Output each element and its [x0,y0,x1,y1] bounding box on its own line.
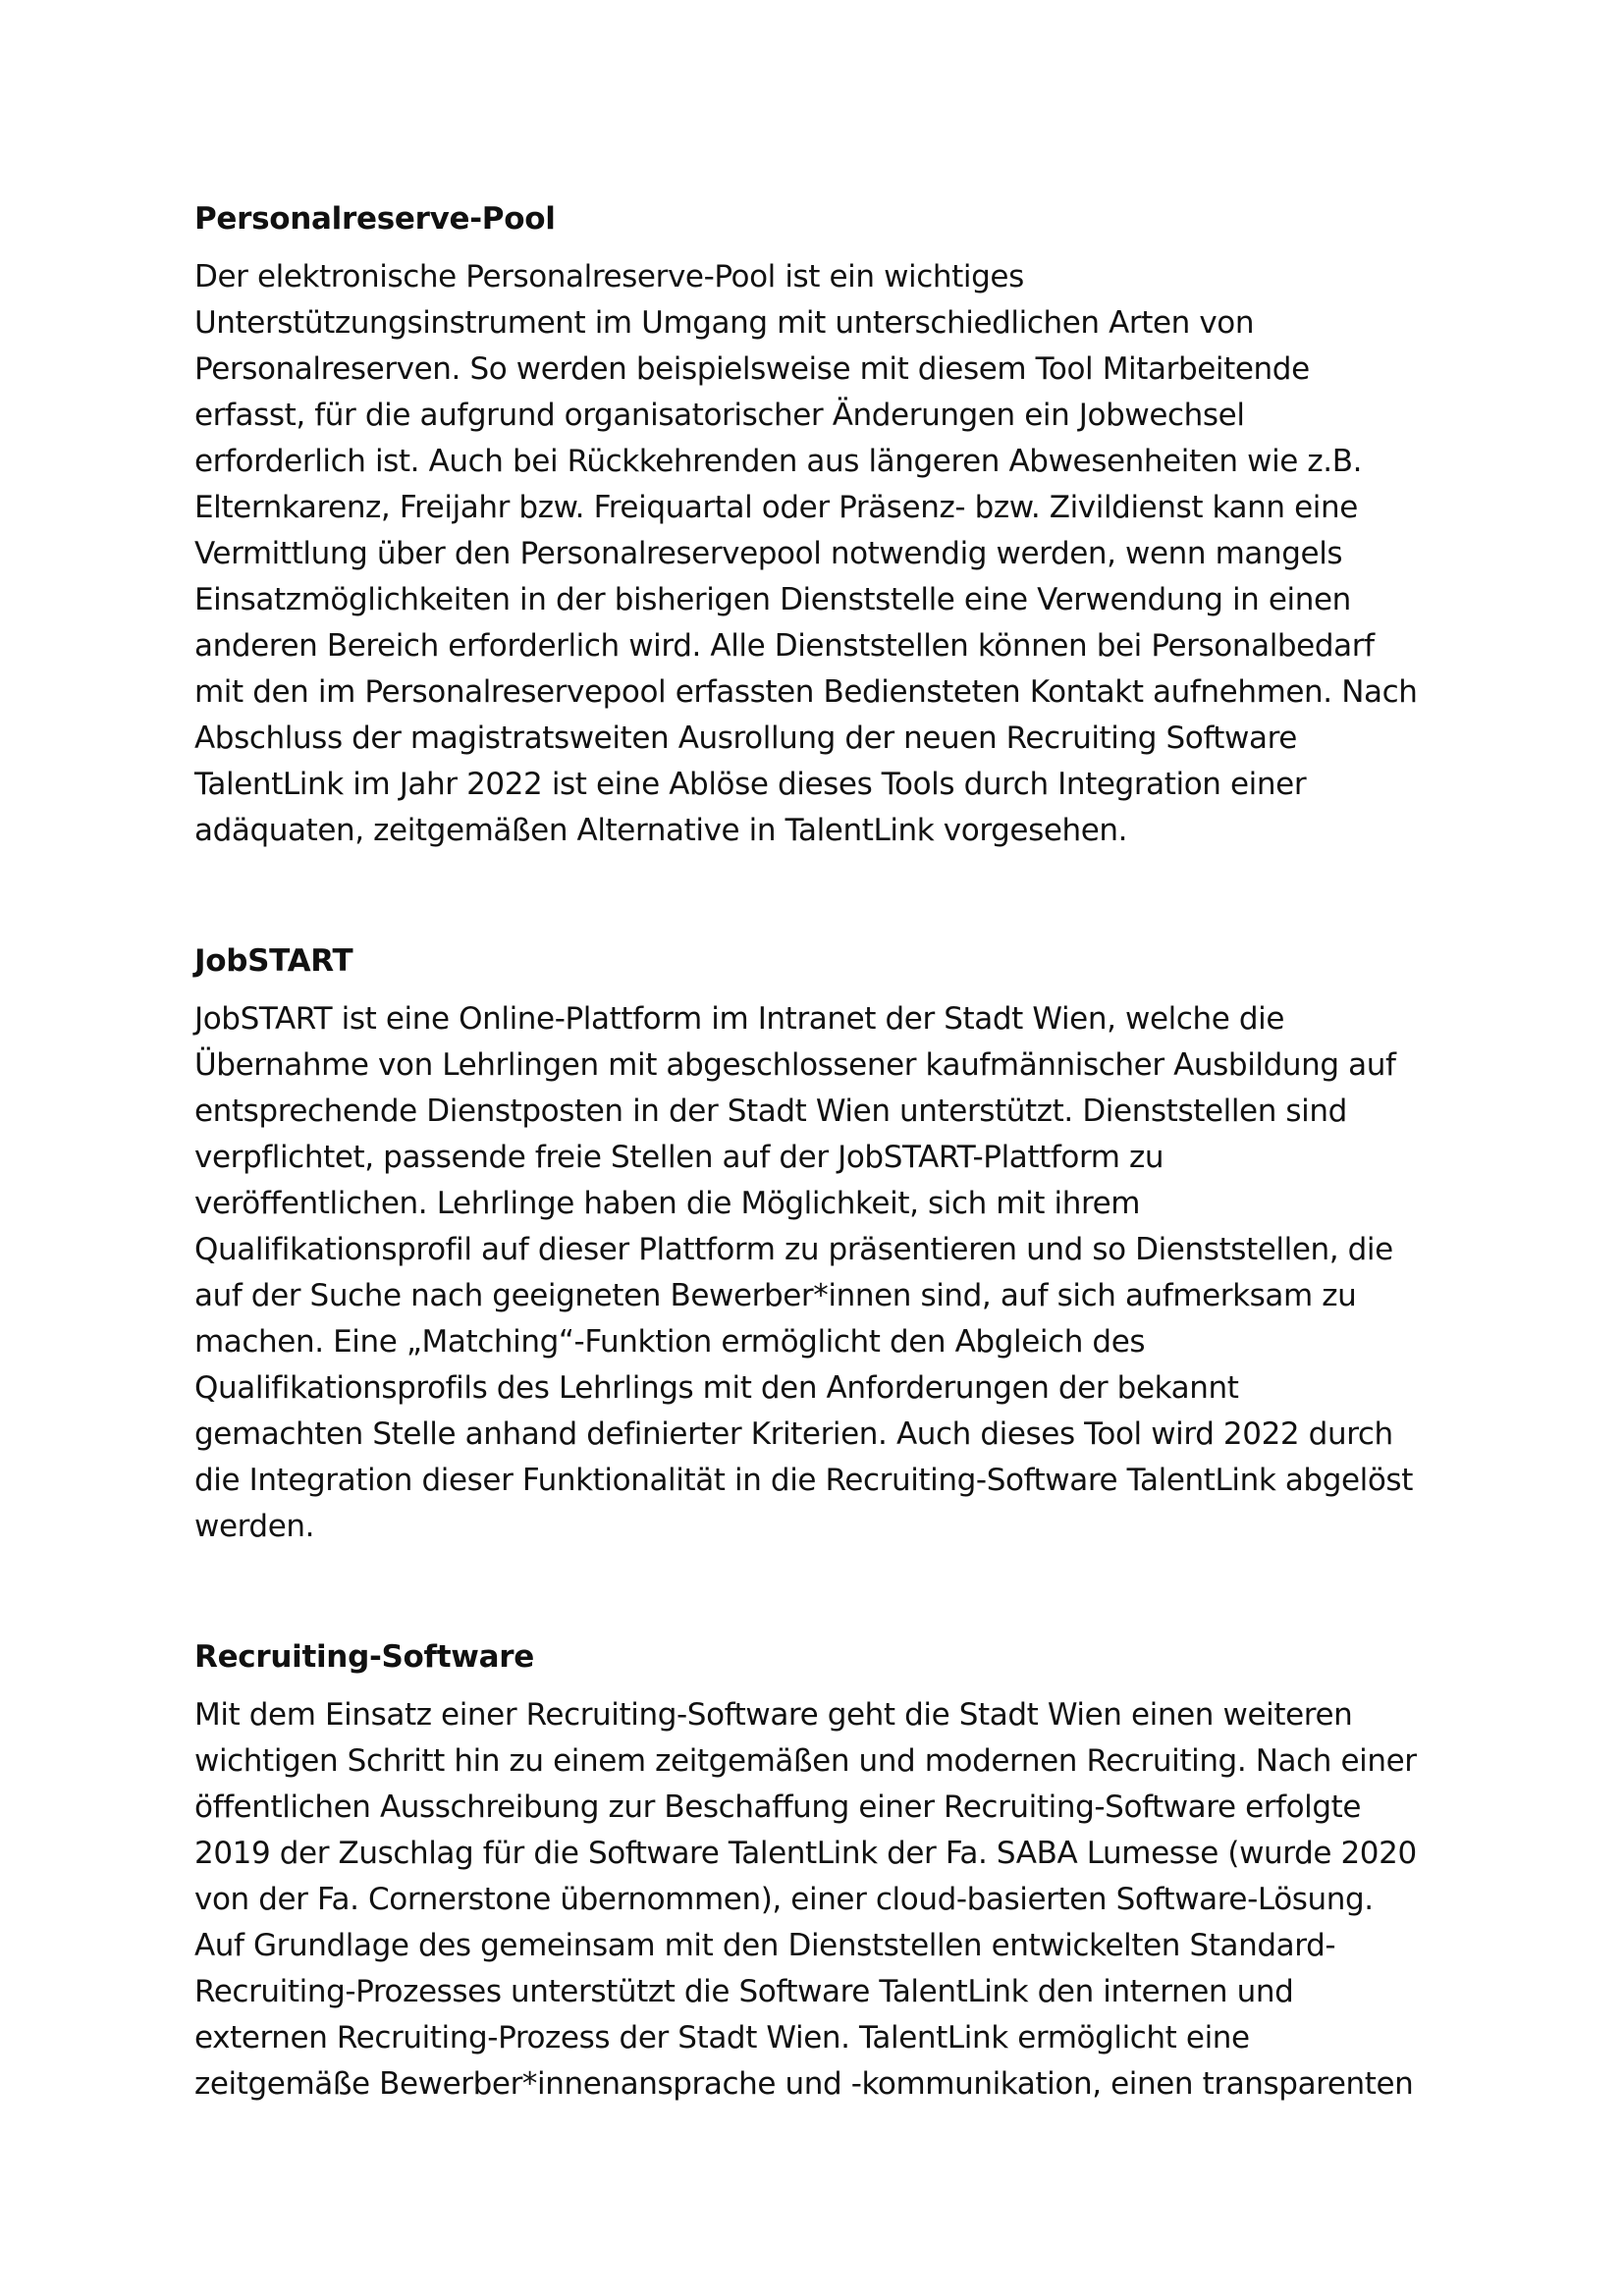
text-line: Unterstützungsinstrument im Umgang mit unterschiedlichen Arten von [194,305,1255,341]
text-line: Personalreserven. So werden beispielsweise mit diesem Tool Mitarbeitende [194,351,1310,387]
text-line: Einsatzmöglichkeiten in der bisherigen Dienststelle eine Verwendung in einen [194,582,1351,617]
text-line: Recruiting-Prozesses unterstützt die Software TalentLink den internen und [194,1974,1294,2009]
text-line: öffentlichen Ausschreibung zur Beschaffung einer Recruiting-Software erfolgte [194,1789,1362,1825]
section-paragraph [194,996,1471,1550]
text-line: verpflichtet, passende freie Stellen auf der JobSTART-Plattform zu [194,1140,1164,1175]
section-heading: JobSTART [194,943,353,979]
section-jobstart [194,938,1471,1550]
text-line: entsprechende Dienstposten in der Stadt Wien unterstützt. Dienststellen sind [194,1094,1347,1129]
text-line: von der Fa. Cornerstone übernommen), einer cloud-basierten Software-Lösung. [194,1882,1374,1917]
text-line: gemachten Stelle anhand definierter Kriterien. Auch dieses Tool wird 2022 durch [194,1416,1393,1452]
text-line: Qualifikationsprofils des Lehrlings mit den Anforderungen der bekannt [194,1370,1239,1406]
text-line: machen. Eine „Matching“-Funktion ermöglicht den Abgleich des [194,1324,1146,1360]
text-line: erforderlich ist. Auch bei Rückkehrenden aus längeren Abwesenheiten wie z.B. [194,444,1363,479]
section-heading: Recruiting-Software [194,1639,534,1675]
section-paragraph [194,1692,1471,2108]
text-line: JobSTART ist eine Online-Plattform im Intranet der Stadt Wien, welche die [194,1001,1285,1037]
document-page [194,196,1471,2108]
text-line: 2019 der Zuschlag für die Software TalentLink der Fa. SABA Lumesse (wurde 2020 [194,1836,1417,1871]
text-line: erfasst, für die aufgrund organisatorischer Änderungen ein Jobwechsel [194,398,1245,433]
text-line: die Integration dieser Funktionalität in die Recruiting-Software TalentLink abgelöst [194,1463,1413,1498]
text-line: auf der Suche nach geeigneten Bewerber*innen sind, auf sich aufmerksam zu [194,1278,1357,1313]
text-line: Qualifikationsprofil auf dieser Plattform zu präsentieren und so Dienststellen, die [194,1232,1393,1267]
text-line: veröffentlichen. Lehrlinge haben die Möglichkeit, sich mit ihrem [194,1186,1141,1221]
text-line: TalentLink im Jahr 2022 ist eine Ablöse dieses Tools durch Integration einer [194,767,1307,802]
text-line: wichtigen Schritt hin zu einem zeitgemäßen und modernen Recruiting. Nach einer [194,1743,1417,1779]
text-line: Abschluss der magistratsweiten Ausrollung der neuen Recruiting Software [194,721,1297,756]
section-heading: Personalreserve-Pool [194,201,556,237]
text-line: Der elektronische Personalreserve-Pool ist ein wichtiges [194,259,1024,294]
text-line: werden. [194,1509,315,1544]
section-recruiting-software [194,1634,1471,2108]
text-line: mit den im Personalreservepool erfassten Bediensteten Kontakt aufnehmen. Nach [194,674,1418,710]
text-line: adäquaten, zeitgemäßen Alternative in TalentLink vorgesehen. [194,813,1128,848]
text-line: externen Recruiting-Prozess der Stadt Wien. TalentLink ermöglicht eine [194,2020,1250,2056]
text-line: Auf Grundlage des gemeinsam mit den Dienststellen entwickelten Standard- [194,1928,1336,1963]
text-line: zeitgemäße Bewerber*innenansprache und -kommunikation, einen transparenten [194,2066,1414,2102]
section-paragraph [194,254,1471,854]
text-line: Übernahme von Lehrlingen mit abgeschlossener kaufmännischer Ausbildung auf [194,1047,1396,1083]
text-line: Mit dem Einsatz einer Recruiting-Software geht die Stadt Wien einen weiteren [194,1697,1353,1733]
text-line: Vermittlung über den Personalreservepool notwendig werden, wenn mangels [194,536,1343,571]
section-personalreserve-pool [194,196,1471,854]
text-line: anderen Bereich erforderlich wird. Alle Dienststellen können bei Personalbedarf [194,628,1375,664]
text-line: Elternkarenz, Freijahr bzw. Freiquartal oder Präsenz- bzw. Zivildienst kann eine [194,490,1358,525]
